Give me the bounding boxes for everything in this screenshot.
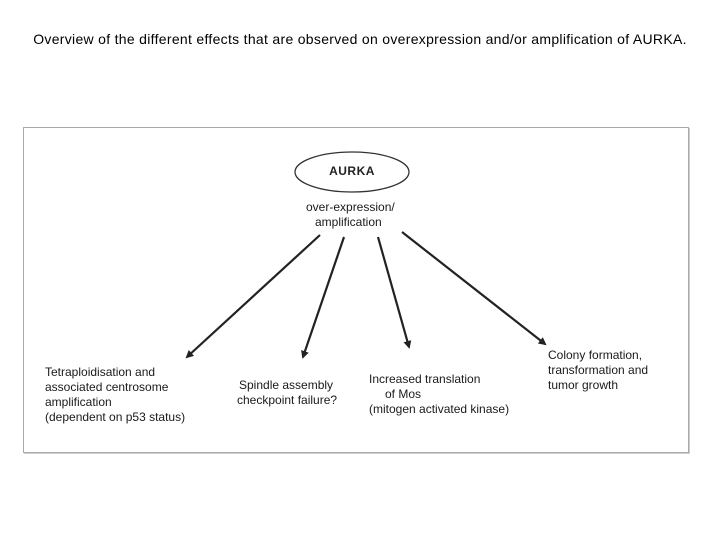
arrow-to-colony-formation xyxy=(402,232,545,344)
edge-label-line: amplification xyxy=(315,215,382,229)
effect-line: Spindle assembly xyxy=(239,378,334,392)
effect-line: transformation and xyxy=(548,363,649,377)
arrow-to-spindle-checkpoint xyxy=(303,237,344,357)
edge-label-line: over-expression/ xyxy=(306,200,395,214)
arrow-to-mos-translation xyxy=(378,237,409,347)
effect-line: checkpoint failure? xyxy=(237,393,338,407)
effect-mos-translation xyxy=(369,372,509,417)
effect-line: tumor growth xyxy=(548,378,619,392)
effect-line: Increased translation xyxy=(369,372,481,386)
effect-line: of Mos xyxy=(385,387,422,401)
aurka-label: AURKA xyxy=(329,164,375,178)
edge-label xyxy=(306,200,395,230)
arrow-to-tetraploidisation xyxy=(187,235,320,357)
effect-spindle-checkpoint xyxy=(239,378,337,408)
effect-line: (dependent on p53 status) xyxy=(45,410,186,424)
effect-line: Tetraploidisation and xyxy=(45,365,156,379)
effect-line: amplification xyxy=(45,395,112,409)
effect-line: associated centrosome xyxy=(45,380,169,394)
effect-line: (mitogen activated kinase) xyxy=(369,402,510,416)
effect-colony-formation xyxy=(548,348,648,393)
page-title: Overview of the different effects that are observed on overexpression and/or amplification of AURKA. xyxy=(33,31,687,47)
effect-tetraploidisation xyxy=(45,365,185,425)
effect-line: Colony formation, xyxy=(548,348,643,362)
